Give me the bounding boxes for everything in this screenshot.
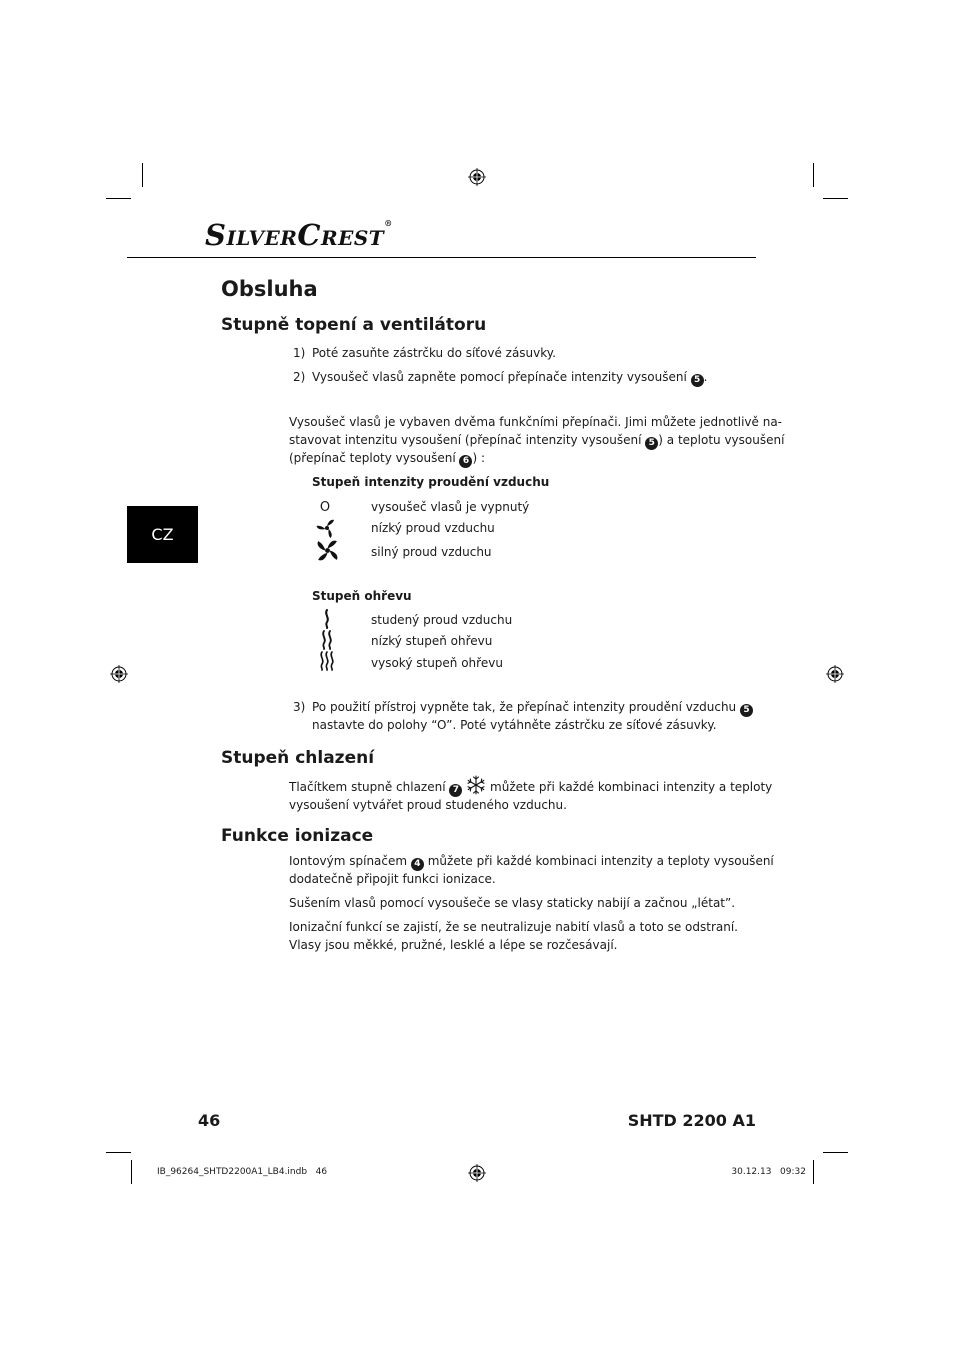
cooling-paragraph: Tlačítkem stupně chlazení 7 můžete při každé kombinaci intenzity a teploty vysoušení vytvářet proud studeného vzduchu. — [289, 775, 739, 815]
reference-number-badge: 4 — [411, 858, 424, 871]
brand-logo: SILVERCREST® — [205, 218, 393, 252]
registration-mark-icon — [468, 168, 486, 186]
page-title: Obsluha — [221, 277, 318, 301]
model-number: SHTD 2200 A1 — [627, 1111, 756, 1130]
ionization-paragraph: Ionizační funkcí se zajistí, že se neutralizuje nabití vlasů a toto se odstraní. Vlasy jsou měkké, pružné, lesklé a lépe se rozčesávají. — [289, 920, 738, 952]
section-heading-heating-fan: Stupně topení a ventilátoru — [221, 315, 487, 335]
heat-level-text: studený proud vzduchu — [371, 613, 513, 627]
crop-mark — [142, 163, 143, 187]
step-text: Vysoušeč vlasů zapněte pomocí přepínače intenzity vysoušení 5 . — [312, 370, 708, 385]
registration-mark-icon — [468, 1164, 486, 1182]
step-number: 3) — [293, 700, 306, 714]
crop-mark — [813, 163, 814, 187]
reference-number-badge: 7 — [449, 784, 462, 797]
intro-paragraph: Vysoušeč vlasů je vybaven dvěma funkčními přepínači. Jimi můžete jednotlivě na- stavovat intenzitu vysoušení (přepínač intenzity vysoušení 5 ) a teplotu vysoušení (přepínač teploty vysoušení 6 ) : — [289, 415, 785, 466]
ionization-paragraph: Iontovým spínačem 4 můžete při každé kombinaci intenzity a teploty vysoušení dodatečně připojit funkci ionizace. — [289, 854, 774, 886]
off-symbol: O — [319, 500, 331, 515]
reference-number-badge: 5 — [645, 437, 658, 450]
step-number: 1) — [293, 346, 306, 360]
header-rule — [127, 257, 756, 258]
step-text: Po použití přístroj vypněte tak, že přepínač intenzity proudění vzduchu 5 nastavte do polohy “O”. Poté vytáhněte zástrčku ze síťové zásuvky. — [312, 699, 753, 735]
registration-mark-icon — [826, 665, 844, 683]
reference-number-badge: 6 — [459, 455, 472, 468]
heat-level-title: Stupeň ohřevu — [312, 589, 412, 603]
snowflake-icon — [466, 775, 486, 795]
file-info: IB_96264_SHTD2200A1_LB4.indb 46 — [157, 1167, 328, 1177]
air-level-text: vysoušeč vlasů je vypnutý — [371, 500, 530, 514]
heat-1-icon — [320, 609, 334, 629]
step-text: Poté zasuňte zástrčku do síťové zásuvky. — [312, 346, 556, 360]
step-number: 2) — [293, 370, 306, 384]
crop-mark — [813, 1160, 814, 1184]
fan-low-icon — [316, 517, 338, 539]
reference-number-badge: 5 — [740, 704, 753, 717]
crop-mark — [106, 1152, 131, 1153]
crop-mark — [131, 1160, 132, 1184]
section-heading-cooling: Stupeň chlazení — [221, 748, 375, 768]
language-tab: CZ — [127, 506, 198, 563]
fan-high-icon — [315, 538, 340, 563]
section-heading-ionization: Funkce ionizace — [221, 826, 374, 846]
heat-2-icon — [318, 630, 336, 650]
crop-mark — [823, 198, 848, 199]
heat-level-text: nízký stupeň ohřevu — [371, 634, 493, 648]
crop-mark — [823, 1152, 848, 1153]
heat-3-icon — [317, 651, 337, 671]
ionization-paragraph: Sušením vlasů pomocí vysoušeče se vlasy staticky nabijí a začnou „létat”. — [289, 896, 736, 910]
page-number: 46 — [198, 1111, 221, 1130]
air-intensity-title: Stupeň intenzity proudění vzduchu — [312, 475, 550, 489]
air-level-text: nízký proud vzduchu — [371, 521, 495, 535]
registration-mark-icon — [110, 665, 128, 683]
air-level-text: silný proud vzduchu — [371, 545, 492, 559]
reference-number-badge: 5 — [691, 374, 704, 387]
heat-level-text: vysoký stupeň ohřevu — [371, 656, 503, 670]
print-date: 30.12.13 09:32 — [731, 1167, 806, 1177]
crop-mark — [106, 198, 131, 199]
